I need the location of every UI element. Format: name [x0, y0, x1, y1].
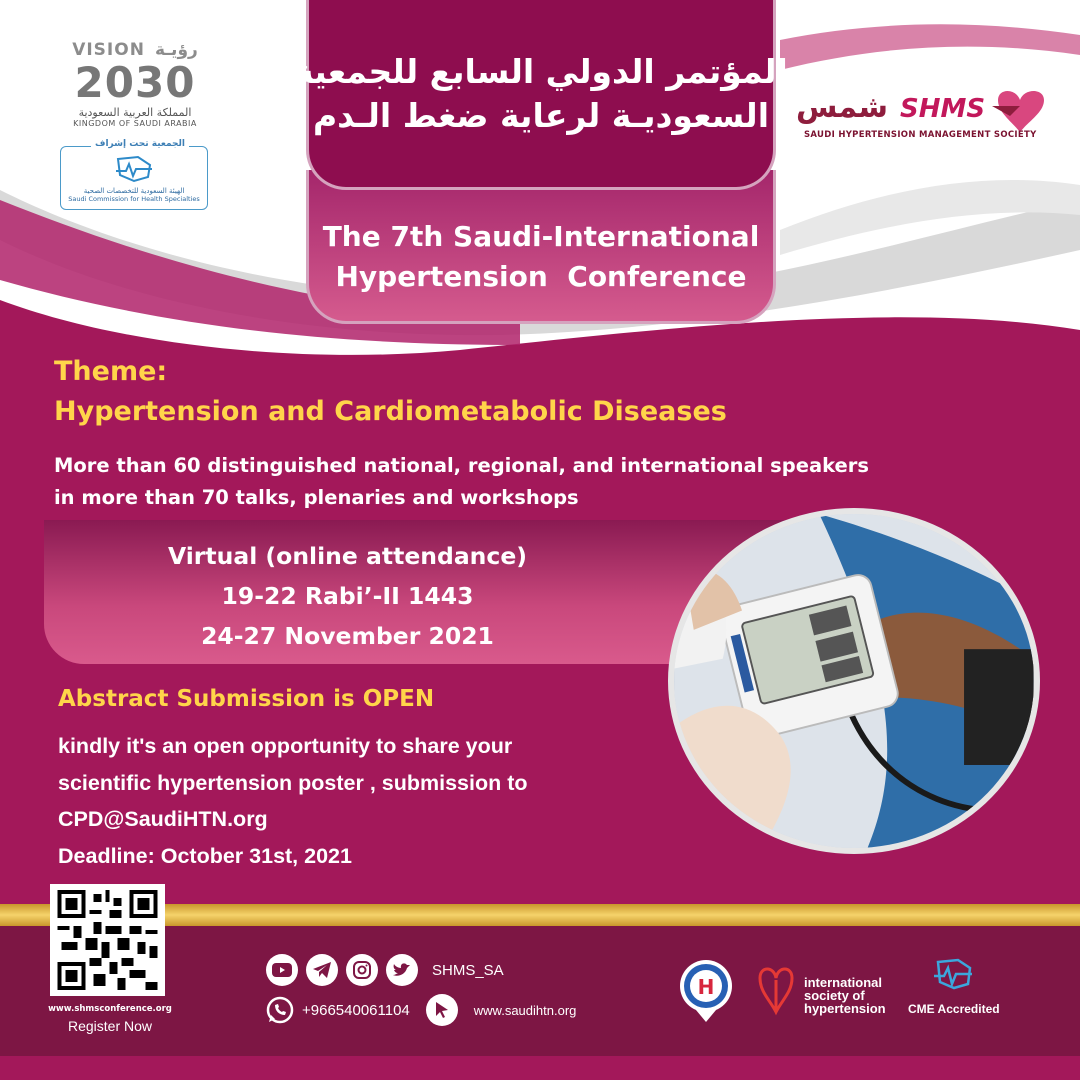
svg-text:H: H [697, 975, 715, 999]
social-handle[interactable]: SHMS_SA [432, 961, 504, 979]
scfhs-name-en: Saudi Commission for Health Specialties [68, 195, 200, 203]
title-ar-line2: السعوديـة لرعاية ضغط الـدم [312, 95, 770, 135]
cme-map-icon [934, 960, 972, 988]
qr-code[interactable] [50, 884, 165, 996]
youtube-icon[interactable] [266, 954, 298, 986]
title-en-line1: The 7th Saudi-International [322, 219, 760, 253]
scfhs-logo [60, 139, 208, 210]
social-row [266, 954, 504, 986]
blood-pressure-monitor-icon [674, 514, 1034, 848]
telegram-icon[interactable] [306, 954, 338, 986]
qr-url-link[interactable]: www.shmsconference.org [48, 1004, 172, 1014]
abstract-line1: kindly it's an open opportunity to share your [58, 734, 513, 758]
ish-name [804, 976, 886, 1015]
kingdom-en: KINGDOM OF SAUDI ARABIA [73, 119, 197, 128]
shms-logo [790, 86, 1060, 156]
speakers-text [54, 450, 869, 514]
shms-name-en: SHMS [900, 94, 986, 124]
heart-icon [990, 86, 1052, 136]
vision-header [40, 40, 230, 60]
twitter-icon[interactable] [386, 954, 418, 986]
ish-line1: international [804, 975, 883, 990]
abstract-body [58, 728, 528, 874]
vision-year: 2030 [74, 58, 196, 107]
contact-row [264, 994, 576, 1026]
shms-name-ar: شمس [796, 90, 889, 125]
event-details [100, 536, 595, 656]
title-en-line2: Hypertension Conference [335, 259, 747, 293]
speakers-line2: in more than 70 talks, plenaries and workshops [54, 486, 579, 509]
ish-line3: hypertension [804, 1001, 886, 1016]
event-hijri-dates: 19-22 Rabi’-II 1443 [221, 582, 474, 610]
abstract-deadline: Deadline: October 31st, 2021 [58, 843, 352, 868]
abstract-line2: scientific hypertension poster , submission to [58, 770, 528, 795]
shms-subtitle: SAUDI HYPERTENSION MANAGEMENT SOCIETY [804, 130, 1037, 140]
theme-label: Theme: [54, 356, 168, 387]
event-mode: Virtual (online attendance) [167, 542, 528, 570]
blood-pressure-photo [668, 508, 1040, 854]
instagram-icon[interactable] [346, 954, 378, 986]
whatsapp-icon[interactable] [264, 994, 296, 1026]
speakers-line1: More than 60 distinguished national, regional, and international speakers [54, 454, 870, 477]
ish-line2: society of [804, 988, 865, 1003]
event-dates: 24-27 November 2021 [201, 622, 494, 650]
vision-label-en: VISION [72, 40, 145, 60]
saudi-hypertension-shield-icon [680, 960, 732, 1022]
scfhs-header: الجمعية تحت إشراف [91, 139, 189, 149]
cursor-icon[interactable] [426, 994, 458, 1026]
title-ar-box [294, 0, 788, 190]
scfhs-name-ar: الهيئة السعودية للتخصصات الصحية [83, 187, 185, 195]
partner-logos [676, 956, 1016, 1026]
ish-heart-icon [760, 969, 792, 1012]
scfhs-map-icon [104, 155, 164, 183]
vision-label-ar: رؤيـة [154, 40, 198, 60]
theme-title: Hypertension and Cardiometabolic Diseases [54, 396, 727, 427]
title-ar-line1: المؤتمر الدولي السابع للجمعية [294, 51, 788, 91]
phone-number[interactable]: +966540061104 [302, 1001, 410, 1019]
abstract-email-link[interactable]: CPD@SaudiHTN.org [58, 807, 268, 831]
website-link[interactable]: www.saudihtn.org [473, 1002, 577, 1018]
cme-accredited: CME Accredited [908, 1002, 1000, 1016]
qr-code-icon [56, 890, 159, 990]
footer-bottom-band [0, 1056, 1080, 1080]
title-en-box [306, 170, 776, 324]
abstract-title: Abstract Submission is OPEN [58, 686, 435, 712]
register-now-link[interactable]: Register Now [67, 1018, 153, 1034]
kingdom-ar: المملكة العربية السعودية [78, 106, 192, 119]
